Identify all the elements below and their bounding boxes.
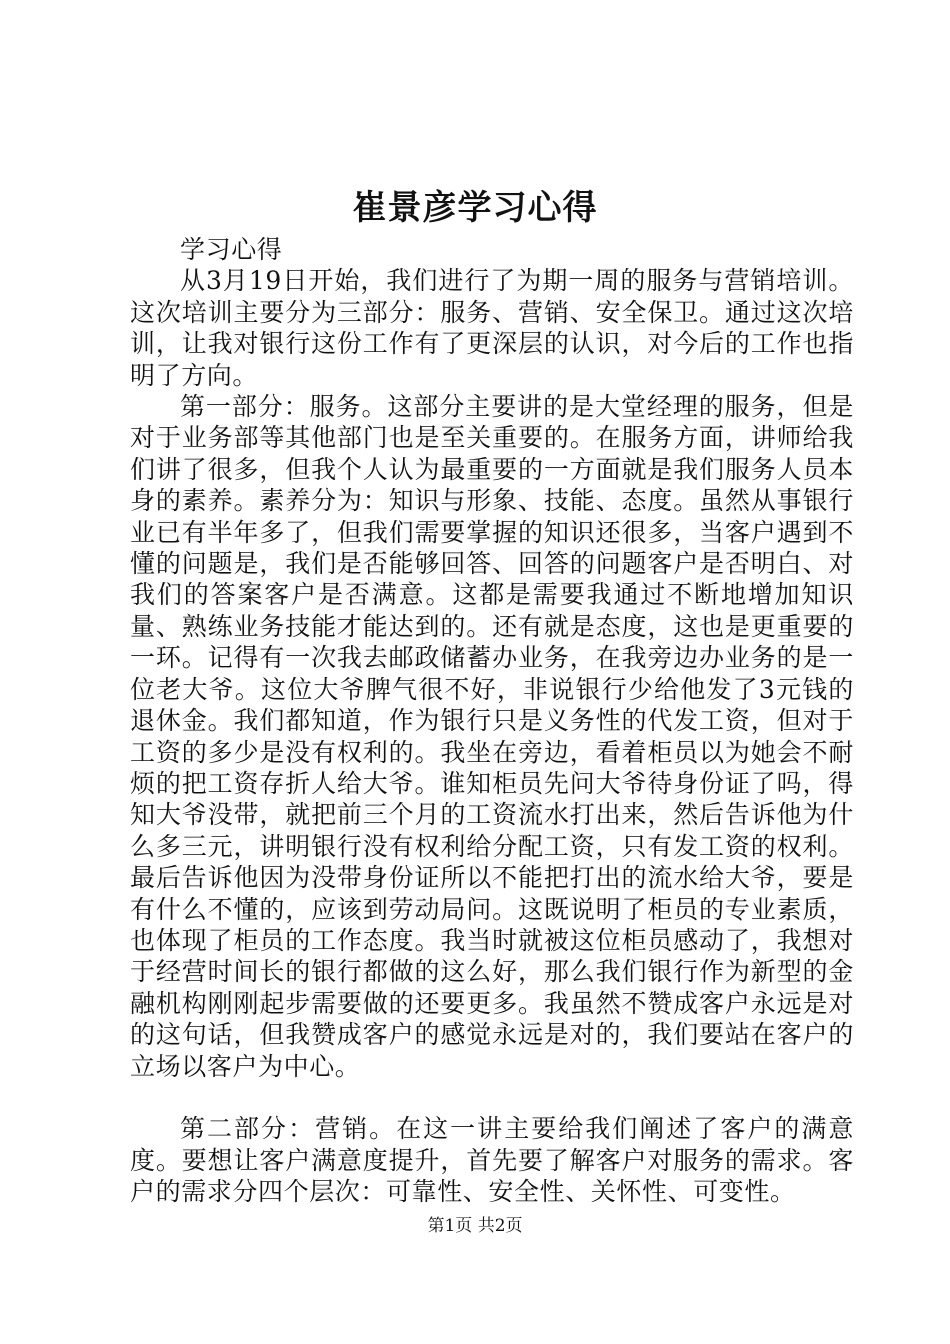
paragraph-part-one: 第一部分：服务。这部分主要讲的是大堂经理的服务，但是对于业务部等其他部门也是至关重要的。在服务方面，讲师给我们讲了很多，但我个人认为最重要的一方面就是我们服务人员本身的素养。素养分为：知识与形象、技能、态度。虽然从事银行业已有半年多了，但我们需要掌握的知识还很多，当客户遇到不懂的问题是，我们是否能够回答、回答的问题客户是否明白、对我们的答案客户是否满意。这都是需要我通过不断地增加知识量、熟练业务技能才能达到的。还有就是态度，这也是更重要的一环。记得有一次我去邮政储蓄办业务，在我旁边办业务的是一位老大爷。这位大爷脾气很不好，非说银行少给他发了3元钱的退休金。我们都知道，作为银行只是义务性的代发工资，但对于工资的多少是没有权利的。我坐在旁边，看着柜员以为她会不耐烦的把工资存折人给大爷。谁知柜员先问大爷待身份证了吗，得知大爷没带，就把前三个月的工资流水打出来，然后告诉他为什么多三元，讲明银行没有权利给分配工资，只有发工资的权利。最后告诉他因为没带身份证所以不能把打出的流水给大爷，要是有什么不懂的，应该到劳动局问。这既说明了柜员的专业素质，也体现了柜员的工作态度。我当时就被这位柜员感动了，我想对于经营时间长的银行都做的这么好，那么我们银行作为新型的金融机构刚刚起步需要做的还要更多。我虽然不赞成客户永远是对的这句话，但我赞成客户的感觉永远是对的，我们要站在客户的立场以客户为中心。 (130, 392, 854, 1081)
paragraph-part-two: 第二部分：营销。在这一讲主要给我们阐述了客户的满意度。要想让客户满意度提升，首先要了解客户对服务的需求。客户的需求分四个层次：可靠性、安全性、关怀性、可变性。 (130, 1114, 854, 1207)
document-body (130, 234, 854, 1208)
document-title: 崔景彦学习心得 (352, 188, 598, 228)
paragraph-heading: 学习心得 (180, 235, 283, 264)
paragraph-intro: 从3月19日开始，我们进行了为期一周的服务与营销培训。这次培训主要分为三部分：服务、营销、安全保卫。通过这次培训，让我对银行这份工作有了更深层的认识，对今后的工作也指明了方向。 (130, 266, 854, 390)
page-number-footer: 第1页 共2页 (427, 1216, 523, 1236)
